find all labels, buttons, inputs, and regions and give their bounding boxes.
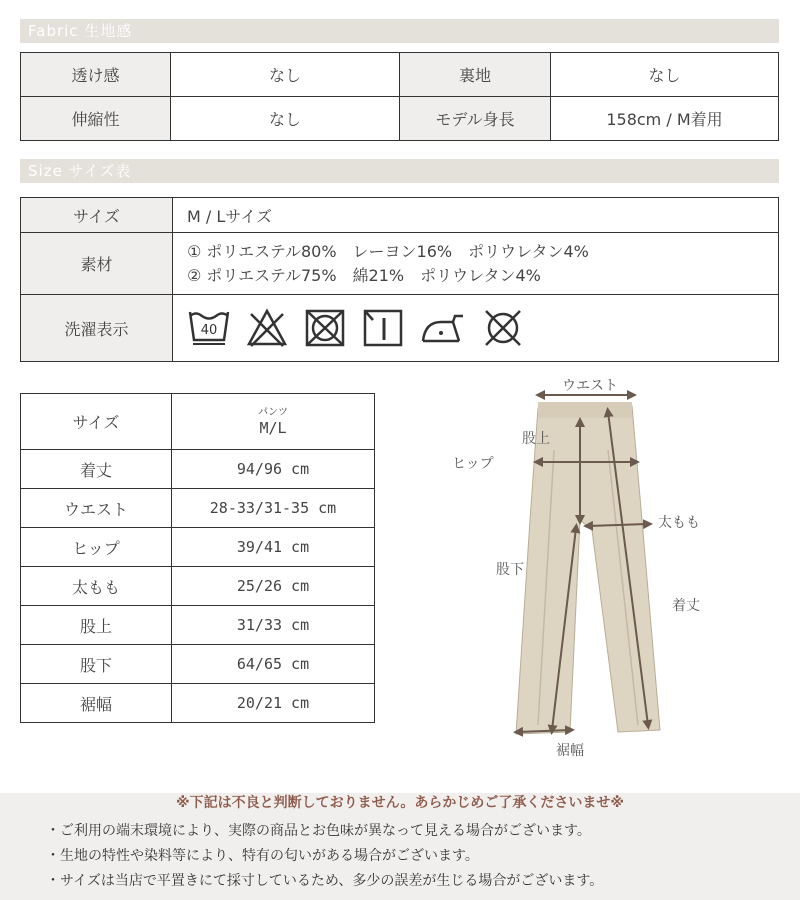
size-header-value <box>172 394 375 450</box>
care-icons <box>173 295 779 362</box>
fabric-value: なし <box>171 97 400 141</box>
measure-label: ヒップ <box>21 528 172 567</box>
table-row <box>21 295 779 362</box>
list-item: ・サイズは当店で平置きにて採寸しているため、多少の誤差が生じる場合がございます。 <box>46 873 604 889</box>
list-item: ・生地の特性や染料等により、特有の匂いがある場合がございます。 <box>46 848 479 864</box>
no-bleach-icon <box>245 308 289 348</box>
measure-label: ウエスト <box>21 489 172 528</box>
table-row <box>21 233 779 295</box>
size-name: M/L <box>259 418 287 437</box>
table-row <box>21 606 375 645</box>
measure-value: 20/21 cm <box>172 684 375 723</box>
care-label: 洗濯表示 <box>21 295 173 362</box>
notes-panel <box>0 793 800 900</box>
diagram-label-rise: 股上 <box>522 431 550 447</box>
measure-value: 39/41 cm <box>172 528 375 567</box>
waistband <box>538 402 632 418</box>
fabric-label: 透け感 <box>21 53 171 97</box>
fabric-heading: Fabric 生地感 <box>20 19 779 43</box>
diagram-label-hip: ヒップ <box>452 456 494 472</box>
material-label: 素材 <box>21 233 173 295</box>
table-row <box>21 567 375 606</box>
material-line: ① ポリエステル80% レーヨン16% ポリウレタン4% <box>187 241 589 261</box>
no-tumble-dry-icon <box>303 308 347 348</box>
diagram-label-inseam: 股下 <box>496 562 524 578</box>
notes-list <box>46 819 800 894</box>
fabric-label: 伸縮性 <box>21 97 171 141</box>
table-header-row <box>21 394 375 450</box>
material-line: ② ポリエステル75% 綿21% ポリウレタン4% <box>187 265 541 285</box>
table-row <box>21 684 375 723</box>
diagram-label-length: 着丈 <box>672 598 700 614</box>
measure-value: 94/96 cm <box>172 450 375 489</box>
measure-label: 太もも <box>21 567 172 606</box>
measure-value: 64/65 cm <box>172 645 375 684</box>
svg-text:40: 40 <box>200 323 218 338</box>
fabric-label: モデル身長 <box>400 97 551 141</box>
size-value: M / Lサイズ <box>173 198 779 233</box>
size-heading: Size サイズ表 <box>20 159 779 183</box>
pants-shape <box>516 406 660 734</box>
diagram-label-waist: ウエスト <box>562 378 618 394</box>
measure-label: 裾幅 <box>21 684 172 723</box>
table-row <box>21 450 375 489</box>
no-dry-clean-icon <box>481 308 525 348</box>
size-header-label: サイズ <box>21 394 172 450</box>
wash-40-icon <box>187 308 231 348</box>
measurement-table <box>20 393 375 723</box>
table-row <box>21 489 375 528</box>
diagram-label-thigh: 太もも <box>658 515 700 531</box>
table-row <box>21 53 779 97</box>
notes-headline: ※下記は不良と判断しておりません。あらかじめご了承くださいませ※ <box>175 795 625 811</box>
iron-low-icon <box>419 308 467 348</box>
garment-type: パンツ <box>258 406 288 418</box>
line-dry-icon <box>361 308 405 348</box>
table-row <box>21 198 779 233</box>
measure-label: 股上 <box>21 606 172 645</box>
diagram-label-hem: 裾幅 <box>556 743 584 759</box>
measure-value: 28-33/31-35 cm <box>172 489 375 528</box>
table-row <box>21 97 779 141</box>
size-label: サイズ <box>21 198 173 233</box>
measure-label: 股下 <box>21 645 172 684</box>
fabric-table <box>20 52 779 141</box>
measure-value: 31/33 cm <box>172 606 375 645</box>
measure-value: 25/26 cm <box>172 567 375 606</box>
material-value <box>173 233 779 295</box>
pants-measurement-diagram <box>420 370 750 765</box>
table-row <box>21 528 375 567</box>
fabric-label: 裏地 <box>400 53 551 97</box>
list-item: ・ご利用の端末環境により、実際の商品とお色味が異なって見える場合がございます。 <box>46 823 591 839</box>
size-info-table <box>20 197 779 362</box>
fabric-value: なし <box>551 53 779 97</box>
measure-label: 着丈 <box>21 450 172 489</box>
table-row <box>21 645 375 684</box>
fabric-value: 158cm / M着用 <box>551 97 779 141</box>
fabric-value: なし <box>171 53 400 97</box>
